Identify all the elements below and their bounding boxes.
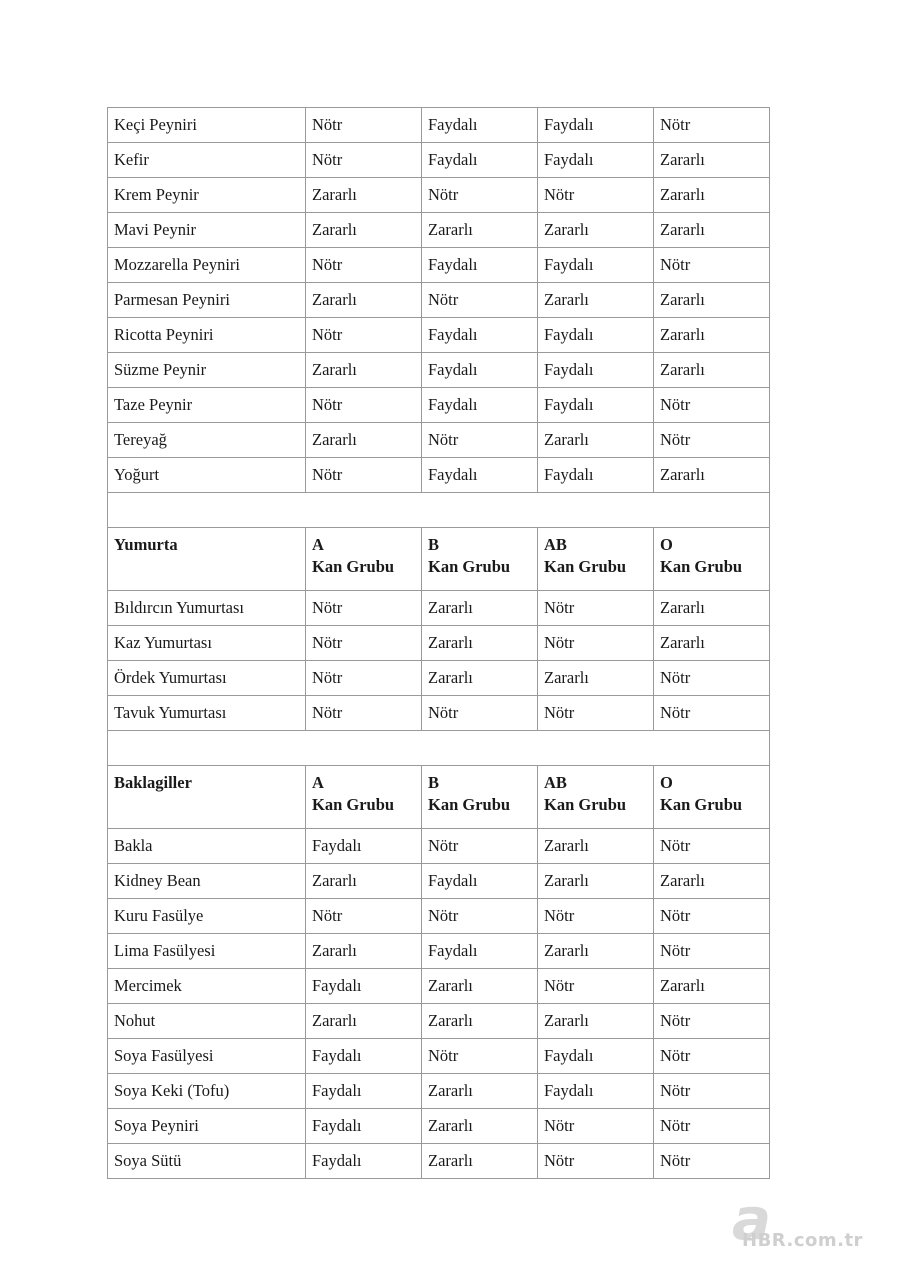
food-name-cell: Soya Keki (Tofu) xyxy=(108,1074,306,1109)
effect-cell: Zararlı xyxy=(538,1004,654,1039)
table-row xyxy=(108,969,770,1004)
effect-cell: Nötr xyxy=(538,969,654,1004)
food-name-cell: Nohut xyxy=(108,1004,306,1039)
section-category-label: Baklagiller xyxy=(108,766,306,829)
effect-cell: Nötr xyxy=(306,458,422,493)
food-name-cell: Taze Peynir xyxy=(108,388,306,423)
effect-cell: Faydalı xyxy=(422,864,538,899)
spacer-cell xyxy=(108,493,770,528)
effect-cell: Zararlı xyxy=(538,213,654,248)
effect-cell: Nötr xyxy=(654,1039,770,1074)
blood-group-letter: O xyxy=(660,535,673,554)
food-name-cell: Bakla xyxy=(108,829,306,864)
effect-cell: Zararlı xyxy=(538,864,654,899)
effect-cell: Zararlı xyxy=(306,178,422,213)
food-name-cell: Soya Sütü xyxy=(108,1144,306,1179)
food-name-cell: Tavuk Yumurtası xyxy=(108,696,306,731)
effect-cell: Faydalı xyxy=(306,1074,422,1109)
spacer-row xyxy=(108,493,770,528)
table-row xyxy=(108,1004,770,1039)
effect-cell: Faydalı xyxy=(538,248,654,283)
blood-group-letter: B xyxy=(428,535,440,554)
food-name-cell: Keçi Peyniri xyxy=(108,108,306,143)
blood-group-header xyxy=(422,766,538,829)
effect-cell: Zararlı xyxy=(654,143,770,178)
effect-cell: Faydalı xyxy=(306,1039,422,1074)
blood-group-header xyxy=(422,528,538,591)
effect-cell: Zararlı xyxy=(654,318,770,353)
table-row xyxy=(108,248,770,283)
effect-cell: Faydalı xyxy=(538,1039,654,1074)
effect-cell: Zararlı xyxy=(422,213,538,248)
effect-cell: Zararlı xyxy=(654,283,770,318)
effect-cell: Faydalı xyxy=(422,934,538,969)
effect-cell: Nötr xyxy=(654,661,770,696)
blood-group-label: Kan Grubu xyxy=(660,795,743,814)
table-row xyxy=(108,829,770,864)
effect-cell: Nötr xyxy=(422,283,538,318)
effect-cell: Nötr xyxy=(538,1144,654,1179)
table-row xyxy=(108,1109,770,1144)
effect-cell: Nötr xyxy=(422,829,538,864)
effect-cell: Nötr xyxy=(654,934,770,969)
effect-cell: Faydalı xyxy=(538,458,654,493)
blood-group-label: Kan Grubu xyxy=(428,795,511,814)
effect-cell: Nötr xyxy=(306,626,422,661)
effect-cell: Zararlı xyxy=(422,591,538,626)
effect-cell: Zararlı xyxy=(654,591,770,626)
blood-group-letter: A xyxy=(312,535,324,554)
section-header-row xyxy=(108,766,770,829)
effect-cell: Nötr xyxy=(422,178,538,213)
effect-cell: Zararlı xyxy=(654,864,770,899)
effect-cell: Faydalı xyxy=(538,1074,654,1109)
effect-cell: Nötr xyxy=(422,899,538,934)
effect-cell: Zararlı xyxy=(654,178,770,213)
table-row xyxy=(108,178,770,213)
food-name-cell: Soya Peyniri xyxy=(108,1109,306,1144)
effect-cell: Zararlı xyxy=(422,1004,538,1039)
food-name-cell: Parmesan Peyniri xyxy=(108,283,306,318)
blood-group-header xyxy=(654,766,770,829)
effect-cell: Faydalı xyxy=(422,143,538,178)
effect-cell: Faydalı xyxy=(422,353,538,388)
table-row xyxy=(108,864,770,899)
blood-group-label: Kan Grubu xyxy=(312,795,395,814)
table-row xyxy=(108,283,770,318)
effect-cell: Zararlı xyxy=(422,1109,538,1144)
effect-cell: Zararlı xyxy=(422,1144,538,1179)
effect-cell: Zararlı xyxy=(654,969,770,1004)
effect-cell: Faydalı xyxy=(422,388,538,423)
effect-cell: Nötr xyxy=(654,248,770,283)
blood-group-letter: AB xyxy=(544,773,567,792)
blood-group-header xyxy=(654,528,770,591)
effect-cell: Faydalı xyxy=(422,458,538,493)
food-name-cell: Tereyağ xyxy=(108,423,306,458)
food-name-cell: Soya Fasülyesi xyxy=(108,1039,306,1074)
effect-cell: Zararlı xyxy=(306,423,422,458)
effect-cell: Zararlı xyxy=(538,661,654,696)
effect-cell: Faydalı xyxy=(306,1109,422,1144)
effect-cell: Zararlı xyxy=(306,353,422,388)
blood-group-label: Kan Grubu xyxy=(544,557,627,576)
effect-cell: Zararlı xyxy=(422,1074,538,1109)
effect-cell: Nötr xyxy=(306,388,422,423)
effect-cell: Zararlı xyxy=(538,934,654,969)
effect-cell: Zararlı xyxy=(306,864,422,899)
table-row xyxy=(108,318,770,353)
food-name-cell: Mercimek xyxy=(108,969,306,1004)
food-name-cell: Ricotta Peyniri xyxy=(108,318,306,353)
food-name-cell: Mozzarella Peyniri xyxy=(108,248,306,283)
effect-cell: Nötr xyxy=(306,108,422,143)
watermark-text: HBR.com.tr xyxy=(742,1230,863,1251)
watermark-logo xyxy=(732,1185,872,1258)
section-category-label: Yumurta xyxy=(108,528,306,591)
food-name-cell: Krem Peynir xyxy=(108,178,306,213)
blood-group-label: Kan Grubu xyxy=(428,557,511,576)
effect-cell: Nötr xyxy=(538,626,654,661)
table-row xyxy=(108,1144,770,1179)
effect-cell: Nötr xyxy=(654,829,770,864)
blood-type-food-table xyxy=(107,107,770,1179)
effect-cell: Nötr xyxy=(538,591,654,626)
effect-cell: Faydalı xyxy=(306,829,422,864)
effect-cell: Faydalı xyxy=(538,108,654,143)
table-row xyxy=(108,353,770,388)
food-name-cell: Kefir xyxy=(108,143,306,178)
effect-cell: Zararlı xyxy=(306,283,422,318)
effect-cell: Nötr xyxy=(654,423,770,458)
table-row xyxy=(108,423,770,458)
effect-cell: Zararlı xyxy=(538,423,654,458)
effect-cell: Nötr xyxy=(654,388,770,423)
table-row xyxy=(108,458,770,493)
table-body xyxy=(108,108,770,1179)
table-row xyxy=(108,143,770,178)
effect-cell: Zararlı xyxy=(306,934,422,969)
blood-group-header xyxy=(538,528,654,591)
blood-group-label: Kan Grubu xyxy=(312,557,395,576)
effect-cell: Zararlı xyxy=(422,626,538,661)
watermark-letter: a xyxy=(732,1185,772,1253)
effect-cell: Nötr xyxy=(306,591,422,626)
effect-cell: Zararlı xyxy=(306,1004,422,1039)
food-name-cell: Lima Fasülyesi xyxy=(108,934,306,969)
blood-group-letter: A xyxy=(312,773,324,792)
effect-cell: Faydalı xyxy=(422,318,538,353)
blood-group-letter: B xyxy=(428,773,440,792)
effect-cell: Nötr xyxy=(422,696,538,731)
effect-cell: Nötr xyxy=(654,108,770,143)
table-row xyxy=(108,1039,770,1074)
spacer-row xyxy=(108,731,770,766)
effect-cell: Faydalı xyxy=(306,969,422,1004)
effect-cell: Zararlı xyxy=(654,458,770,493)
effect-cell: Zararlı xyxy=(654,213,770,248)
effect-cell: Zararlı xyxy=(422,661,538,696)
table-row xyxy=(108,661,770,696)
table-row xyxy=(108,934,770,969)
effect-cell: Zararlı xyxy=(654,626,770,661)
food-name-cell: Bıldırcın Yumurtası xyxy=(108,591,306,626)
effect-cell: Nötr xyxy=(306,661,422,696)
effect-cell: Faydalı xyxy=(422,108,538,143)
effect-cell: Faydalı xyxy=(538,318,654,353)
food-name-cell: Kidney Bean xyxy=(108,864,306,899)
section-header-row xyxy=(108,528,770,591)
table-row xyxy=(108,108,770,143)
table-row xyxy=(108,696,770,731)
blood-group-label: Kan Grubu xyxy=(660,557,743,576)
blood-group-header xyxy=(306,528,422,591)
effect-cell: Nötr xyxy=(306,899,422,934)
table-row xyxy=(108,1074,770,1109)
effect-cell: Zararlı xyxy=(538,829,654,864)
blood-group-header xyxy=(538,766,654,829)
effect-cell: Nötr xyxy=(538,1109,654,1144)
effect-cell: Nötr xyxy=(306,143,422,178)
effect-cell: Zararlı xyxy=(654,353,770,388)
effect-cell: Nötr xyxy=(538,696,654,731)
effect-cell: Nötr xyxy=(654,899,770,934)
effect-cell: Nötr xyxy=(654,696,770,731)
effect-cell: Nötr xyxy=(654,1109,770,1144)
effect-cell: Faydalı xyxy=(538,388,654,423)
blood-group-header xyxy=(306,766,422,829)
food-name-cell: Yoğurt xyxy=(108,458,306,493)
blood-group-letter: AB xyxy=(544,535,567,554)
effect-cell: Nötr xyxy=(422,1039,538,1074)
food-name-cell: Süzme Peynir xyxy=(108,353,306,388)
table-row xyxy=(108,626,770,661)
effect-cell: Nötr xyxy=(654,1074,770,1109)
effect-cell: Nötr xyxy=(538,899,654,934)
effect-cell: Faydalı xyxy=(306,1144,422,1179)
food-name-cell: Mavi Peynir xyxy=(108,213,306,248)
table-row xyxy=(108,591,770,626)
effect-cell: Faydalı xyxy=(538,143,654,178)
table-row xyxy=(108,899,770,934)
effect-cell: Zararlı xyxy=(422,969,538,1004)
effect-cell: Zararlı xyxy=(538,283,654,318)
effect-cell: Nötr xyxy=(654,1144,770,1179)
table-row xyxy=(108,213,770,248)
effect-cell: Nötr xyxy=(306,248,422,283)
food-name-cell: Ördek Yumurtası xyxy=(108,661,306,696)
food-name-cell: Kaz Yumurtası xyxy=(108,626,306,661)
effect-cell: Nötr xyxy=(306,696,422,731)
blood-group-letter: O xyxy=(660,773,673,792)
effect-cell: Nötr xyxy=(422,423,538,458)
effect-cell: Nötr xyxy=(306,318,422,353)
table-row xyxy=(108,388,770,423)
effect-cell: Faydalı xyxy=(538,353,654,388)
effect-cell: Faydalı xyxy=(422,248,538,283)
spacer-cell xyxy=(108,731,770,766)
blood-group-label: Kan Grubu xyxy=(544,795,627,814)
effect-cell: Nötr xyxy=(654,1004,770,1039)
food-name-cell: Kuru Fasülye xyxy=(108,899,306,934)
effect-cell: Zararlı xyxy=(306,213,422,248)
effect-cell: Nötr xyxy=(538,178,654,213)
